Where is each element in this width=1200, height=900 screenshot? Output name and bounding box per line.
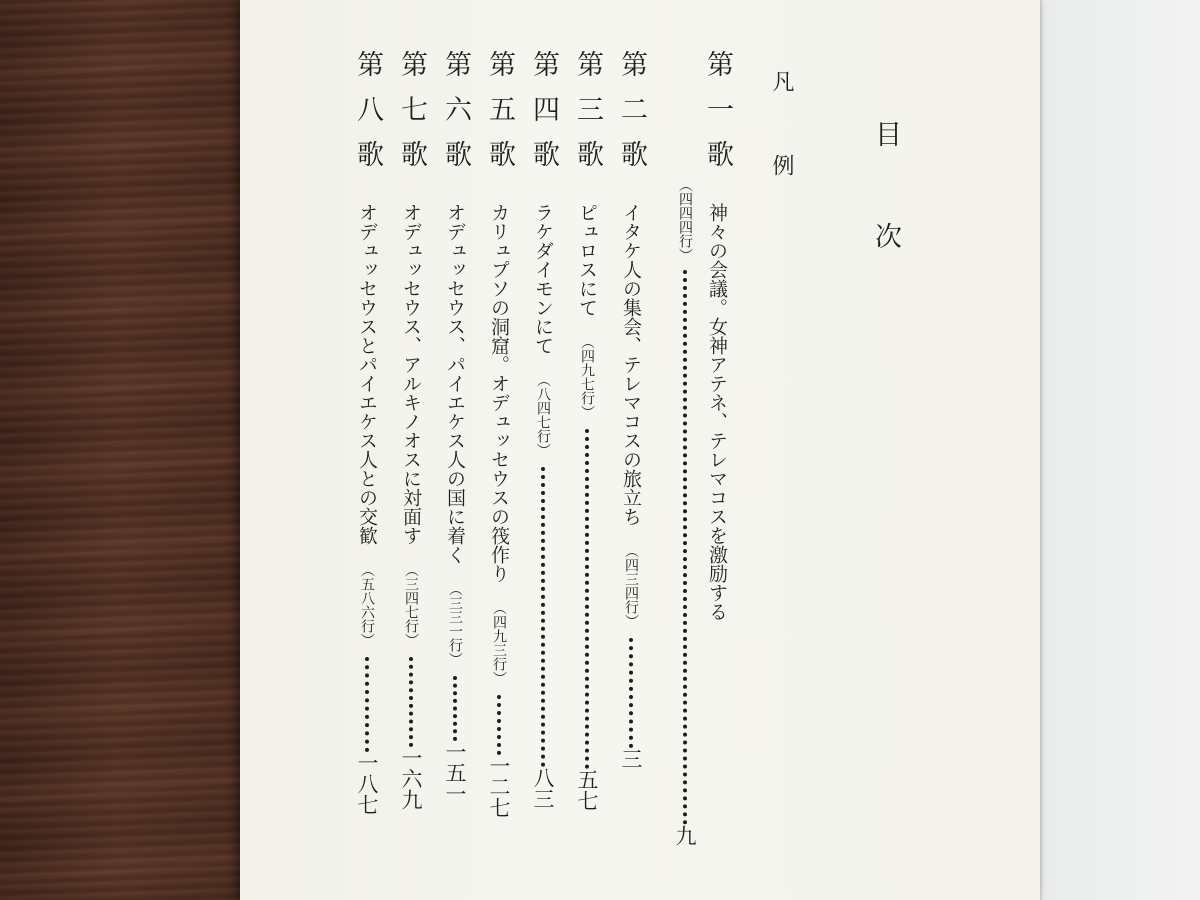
leader-dots	[409, 657, 413, 747]
toc-entry-6	[438, 50, 472, 804]
preface-entry	[764, 70, 798, 196]
chapter-label: 第八歌	[352, 50, 383, 185]
leader-dots	[497, 695, 501, 755]
chapter-title: イタケ人の集会、テレマコスの旅立ち	[620, 203, 642, 526]
chapter-line-count: （四四四行）	[677, 178, 693, 262]
page-number: 八三	[531, 767, 555, 809]
page-number: 三	[619, 748, 643, 769]
chapter-title: オデュッセウス、パイエケス人の国に着く	[444, 203, 466, 564]
chapter-label: 第五歌	[484, 50, 515, 185]
chapter-line-count: （四九七行）	[579, 335, 595, 419]
toc-entry-7	[394, 50, 428, 810]
toc-entry-3	[570, 50, 604, 811]
chapter-label: 第六歌	[440, 50, 471, 185]
chapter-title: オデュッセウス、アルキノオスに対面す	[400, 203, 422, 545]
preface-label: 凡 例	[769, 70, 794, 196]
toc-entry-1-line2	[668, 160, 702, 846]
leader-dots	[541, 467, 545, 767]
toc-entry-4	[526, 50, 560, 809]
chapter-line-count: （四三四行）	[623, 544, 639, 628]
leader-dots	[585, 429, 589, 769]
chapter-line-count: （三四七行）	[403, 563, 419, 647]
chapter-label: 第三歌	[572, 50, 603, 185]
toc-entry-5	[482, 50, 516, 818]
chapter-title: 神々の会議。女神アテネ、テレマコスを激励する	[706, 203, 728, 621]
toc-entry-8	[350, 50, 384, 815]
page-underneath	[1020, 0, 1200, 900]
chapter-title: ピュロスにて	[576, 203, 598, 317]
chapter-line-count: （四九三行）	[491, 601, 507, 685]
chapter-label: 第二歌	[616, 50, 647, 185]
chapter-title: オデュッセウスとパイエケス人との交歓	[356, 203, 378, 545]
page-number: 一六九	[399, 747, 423, 810]
chapter-label: 第七歌	[396, 50, 427, 185]
toc-entry-2	[614, 50, 648, 769]
chapter-line-count: （三三一行）	[447, 582, 463, 666]
page-number: 一二七	[487, 755, 511, 818]
chapter-line-count: （八四七行）	[535, 373, 551, 457]
leader-dots	[453, 676, 457, 741]
wooden-table	[0, 0, 260, 900]
page-number: 一八七	[355, 752, 379, 815]
leader-dots	[365, 657, 369, 752]
chapter-label: 第四歌	[528, 50, 559, 185]
chapter-label: 第一歌	[702, 50, 733, 185]
toc-entry-1	[700, 50, 734, 621]
page-title-text: 目 次	[870, 120, 901, 273]
chapter-title: ラケダイモンにて	[532, 203, 554, 355]
page-number: 五七	[575, 769, 599, 811]
page-number: 一五一	[443, 741, 467, 804]
page-edge	[1040, 0, 1042, 900]
leader-dots	[629, 638, 633, 748]
chapter-line-count: （五八六行）	[359, 563, 375, 647]
leader-dots	[683, 270, 687, 825]
page-number: 九	[673, 825, 697, 846]
chapter-title: カリュプソの洞窟。オデュッセウスの筏作り	[488, 203, 510, 583]
page-title	[868, 120, 902, 273]
